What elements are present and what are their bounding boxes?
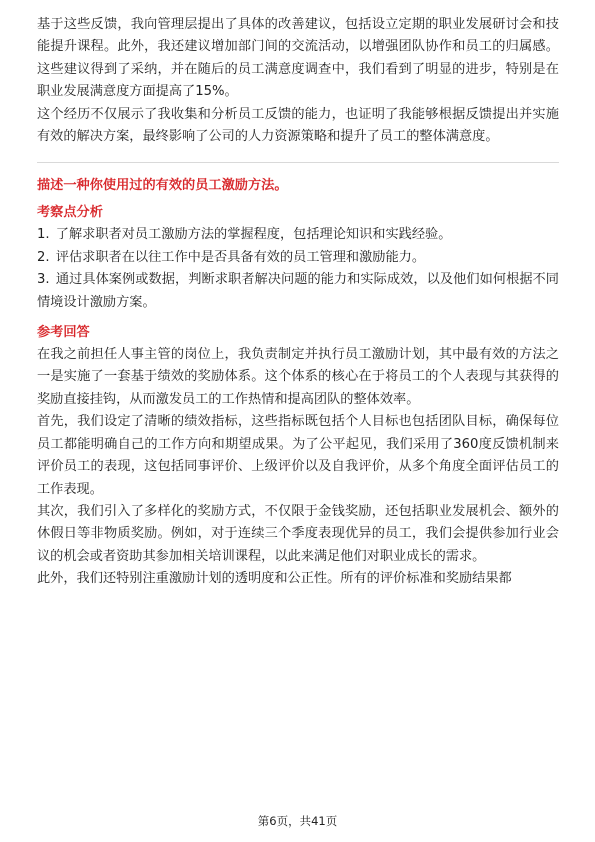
analysis-item-text: 评估求职者在以往工作中是否具备有效的员工管理和激励能力。 [55, 249, 426, 265]
section-divider [37, 162, 559, 163]
analysis-item [37, 269, 559, 314]
question-title: 描述一种你使用过的有效的员工激励方法。 [37, 178, 288, 194]
page-number: 第6页，共41页 [257, 814, 338, 828]
analysis-heading: 考察点分析 [37, 205, 103, 221]
answer-paragraph: 此外，我们还特别注重激励计划的透明度和公正性。所有的评价标准和奖励结果都 [37, 571, 512, 587]
answer-paragraph: 在我之前担任人事主管的岗位上，我负责制定并执行员工激励计划，其中最有效的方法之一是实施了一套基于绩效的奖励体系。这个体系的核心在于将员工的个人表现与其获得的奖励直接挂钩，从而激发员工的工作热情和提高团队的整体效率。 [37, 347, 559, 407]
analysis-item [37, 247, 559, 269]
analysis-list [37, 224, 559, 314]
answer-heading: 参考回答 [37, 325, 90, 341]
answer-paragraph: 首先，我们设定了清晰的绩效指标，这些指标既包括个人目标也包括团队目标，确保每位员工都能明确自己的工作方向和期望成果。为了公平起见，我们采用了360度反馈机制来评价员工的表现，这包括同事评价、上级评价以及自我评价，从多个角度全面评估员工的工作表现。 [37, 414, 559, 497]
intro-paragraph: 基于这些反馈，我向管理层提出了具体的改善建议，包括设立定期的职业发展研讨会和技能提升课程。此外，我还建议增加部门间的交流活动，以增强团队协作和员工的归属感。这些建议得到了采纳，并在随后的员工满意度调查中，我们看到了明显的进步，特别是在职业发展满意度方面提高了15%。 [37, 17, 559, 100]
page-content [37, 14, 559, 591]
analysis-item [37, 224, 559, 246]
answer-paragraph: 其次，我们引入了多样化的奖励方式，不仅限于金钱奖励，还包括职业发展机会、额外的休假日等非物质奖励。例如，对于连续三个季度表现优异的员工，我们会提供参加行业会议的机会或者资助其参加相关培训课程，以此来满足他们对职业成长的需求。 [37, 503, 559, 564]
analysis-item-number: 1. [37, 227, 50, 243]
analysis-item-text: 了解求职者对员工激励方法的掌握程度，包括理论知识和实践经验。 [55, 227, 452, 243]
intro-paragraph: 这个经历不仅展示了我收集和分析员工反馈的能力，也证明了我能够根据反馈提出并实施有效的解决方案，最终影响了公司的人力资源策略和提升了员工的整体满意度。 [37, 106, 559, 145]
analysis-item-number: 2. [37, 249, 50, 265]
analysis-item-number: 3. [37, 272, 50, 288]
analysis-item-text: 通过具体案例或数据，判断求职者解决问题的能力和实际成效，以及他们如何根据不同情境设计激励方案。 [37, 272, 559, 310]
